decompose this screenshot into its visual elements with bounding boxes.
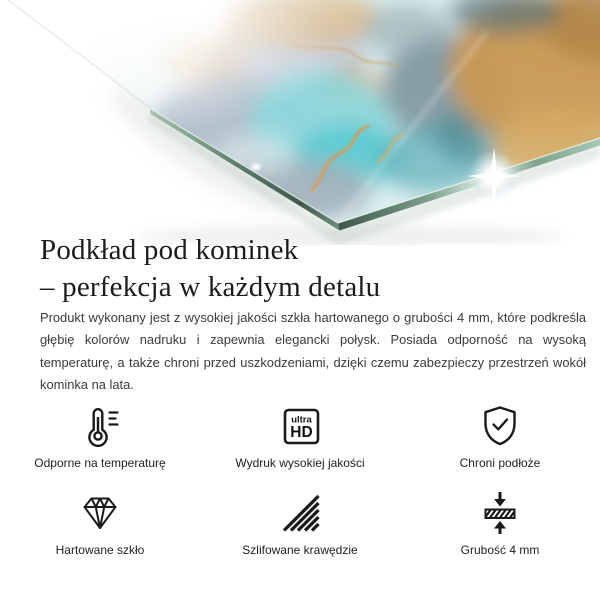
svg-text:ultra: ultra <box>291 414 312 426</box>
feature-protects-floor <box>400 401 600 470</box>
feature-print-quality <box>200 401 400 470</box>
page-title-line1: Podkład pod kominek <box>40 234 299 266</box>
feature-label: Grubość 4 mm <box>460 543 540 557</box>
feature-label: Chroni podłoże <box>459 456 541 470</box>
feature-temperature-resistant <box>0 401 200 470</box>
thickness-4mm-icon <box>478 488 522 534</box>
shield-check-icon <box>478 401 522 447</box>
page-title-line2: – perfekcja w każdym detalu <box>40 271 381 303</box>
feature-tempered-glass <box>0 488 200 557</box>
thermometer-icon <box>78 401 122 447</box>
features-grid <box>0 401 600 557</box>
diamond-icon <box>78 488 122 534</box>
feature-label: Hartowane szkło <box>55 543 145 557</box>
svg-text:HD: HD <box>290 424 313 441</box>
page-title <box>40 232 380 306</box>
feature-label: Odporne na temperaturę <box>34 456 166 470</box>
product-photo-glass-panel <box>0 0 600 245</box>
product-description: Produkt wykonany jest z wysokiej jakości szkła hartowanego o grubości 4 mm, które podkreśla głębię kolorów nadruku i zapewnia elegancki połysk. Posiada odporność na wysoką temperaturę, a także chroni przed uszkodzeniami, dzięki czemu zabezpieczy przestrzeń wokół kominka na lata. <box>40 310 586 393</box>
feature-label: Szlifowane krawędzie <box>242 543 358 557</box>
feature-thickness <box>400 488 600 557</box>
polished-edges-icon <box>278 488 322 534</box>
feature-label: Wydruk wysokiej jakości <box>235 456 365 470</box>
ultra-hd-icon <box>278 401 322 447</box>
feature-polished-edges <box>200 488 400 557</box>
